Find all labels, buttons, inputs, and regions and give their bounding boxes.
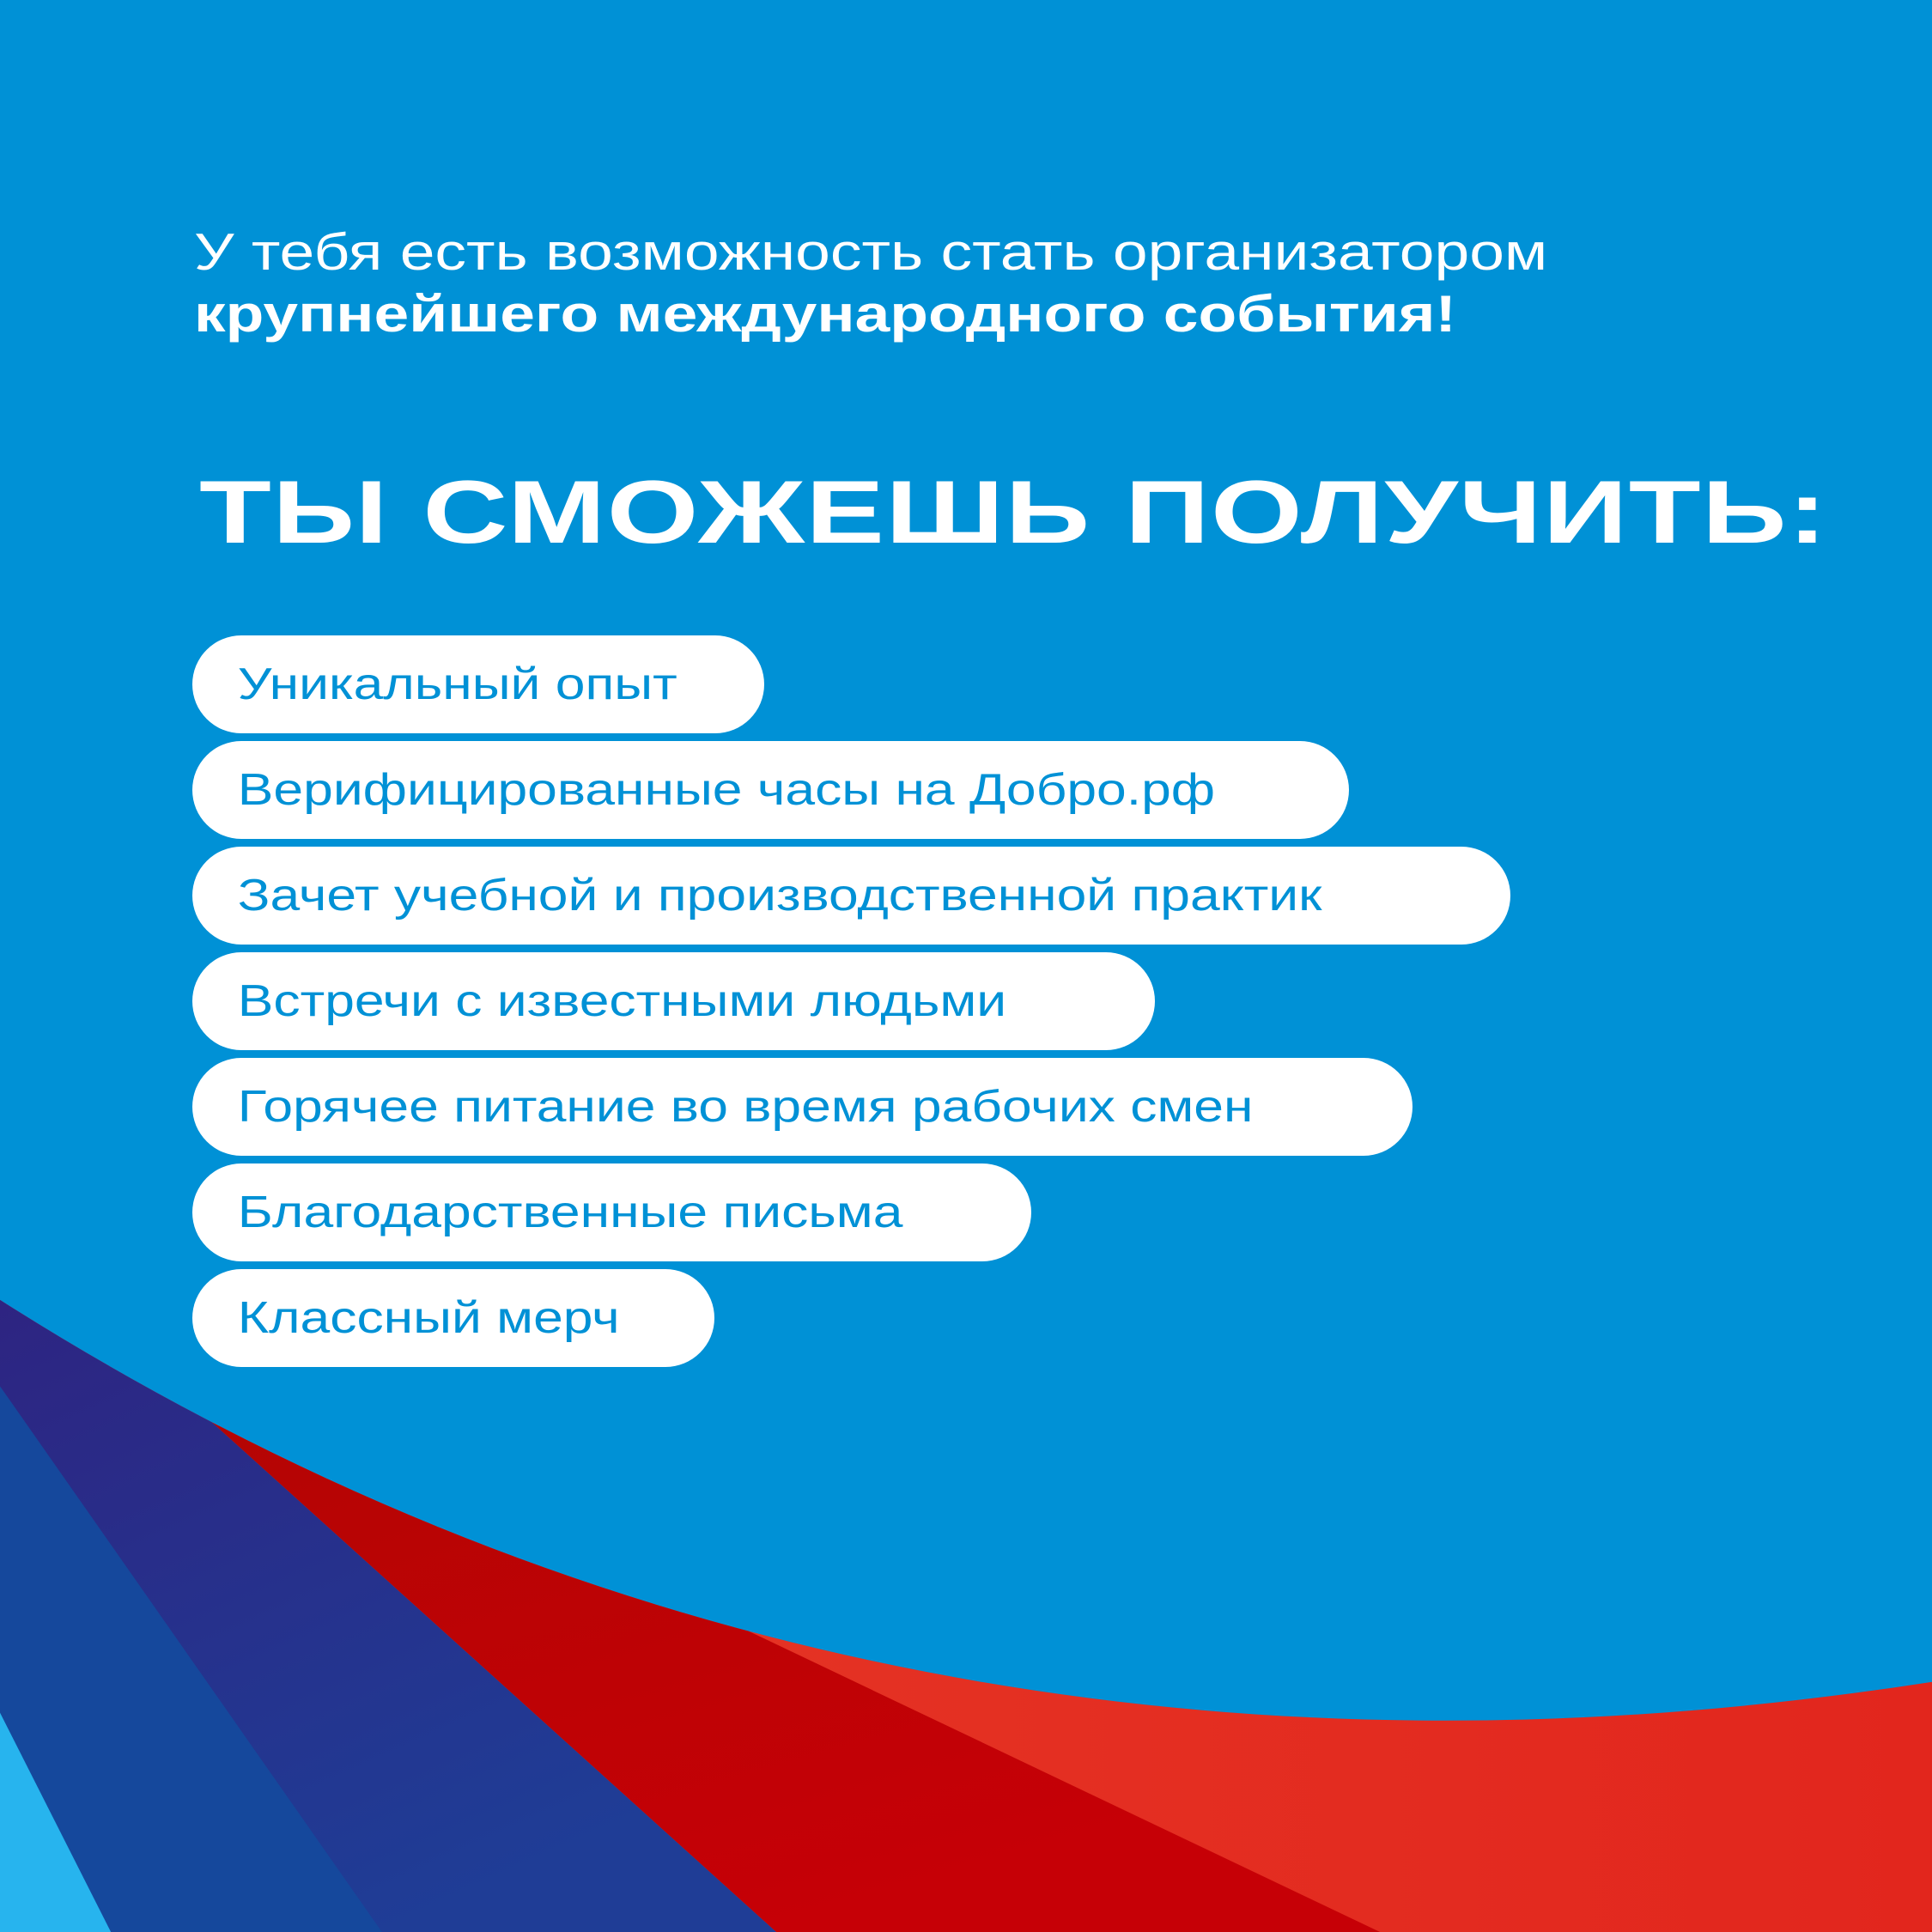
benefit-label: Верифицированные часы на Добро.рф [237, 765, 1216, 815]
benefits-list [192, 635, 1510, 1375]
benefit-pill [192, 847, 1510, 945]
benefit-label: Классный мерч [237, 1293, 620, 1343]
intro-line-1: У тебя есть возможность стать организатором [194, 223, 1548, 281]
benefit-label: Уникальный опыт [237, 659, 677, 709]
benefit-label: Благодарственные письма [237, 1188, 903, 1237]
benefit-label: Зачет учебной и производственной практик [237, 871, 1322, 920]
benefit-pill [192, 1058, 1413, 1156]
intro-text [194, 222, 1547, 345]
benefit-pill [192, 1269, 714, 1367]
benefit-label: Горячее питание во время рабочих смен [237, 1082, 1254, 1132]
section-title: ТЫ СМОЖЕШЬ ПОЛУЧИТЬ: [199, 463, 1828, 562]
benefit-label: Встречи с известными людьми [237, 976, 1007, 1026]
benefit-pill [192, 952, 1155, 1050]
benefit-pill [192, 635, 764, 733]
benefit-pill [192, 1163, 1031, 1261]
intro-line-2: крупнейшего международного события! [194, 285, 1456, 343]
benefit-pill [192, 741, 1349, 839]
